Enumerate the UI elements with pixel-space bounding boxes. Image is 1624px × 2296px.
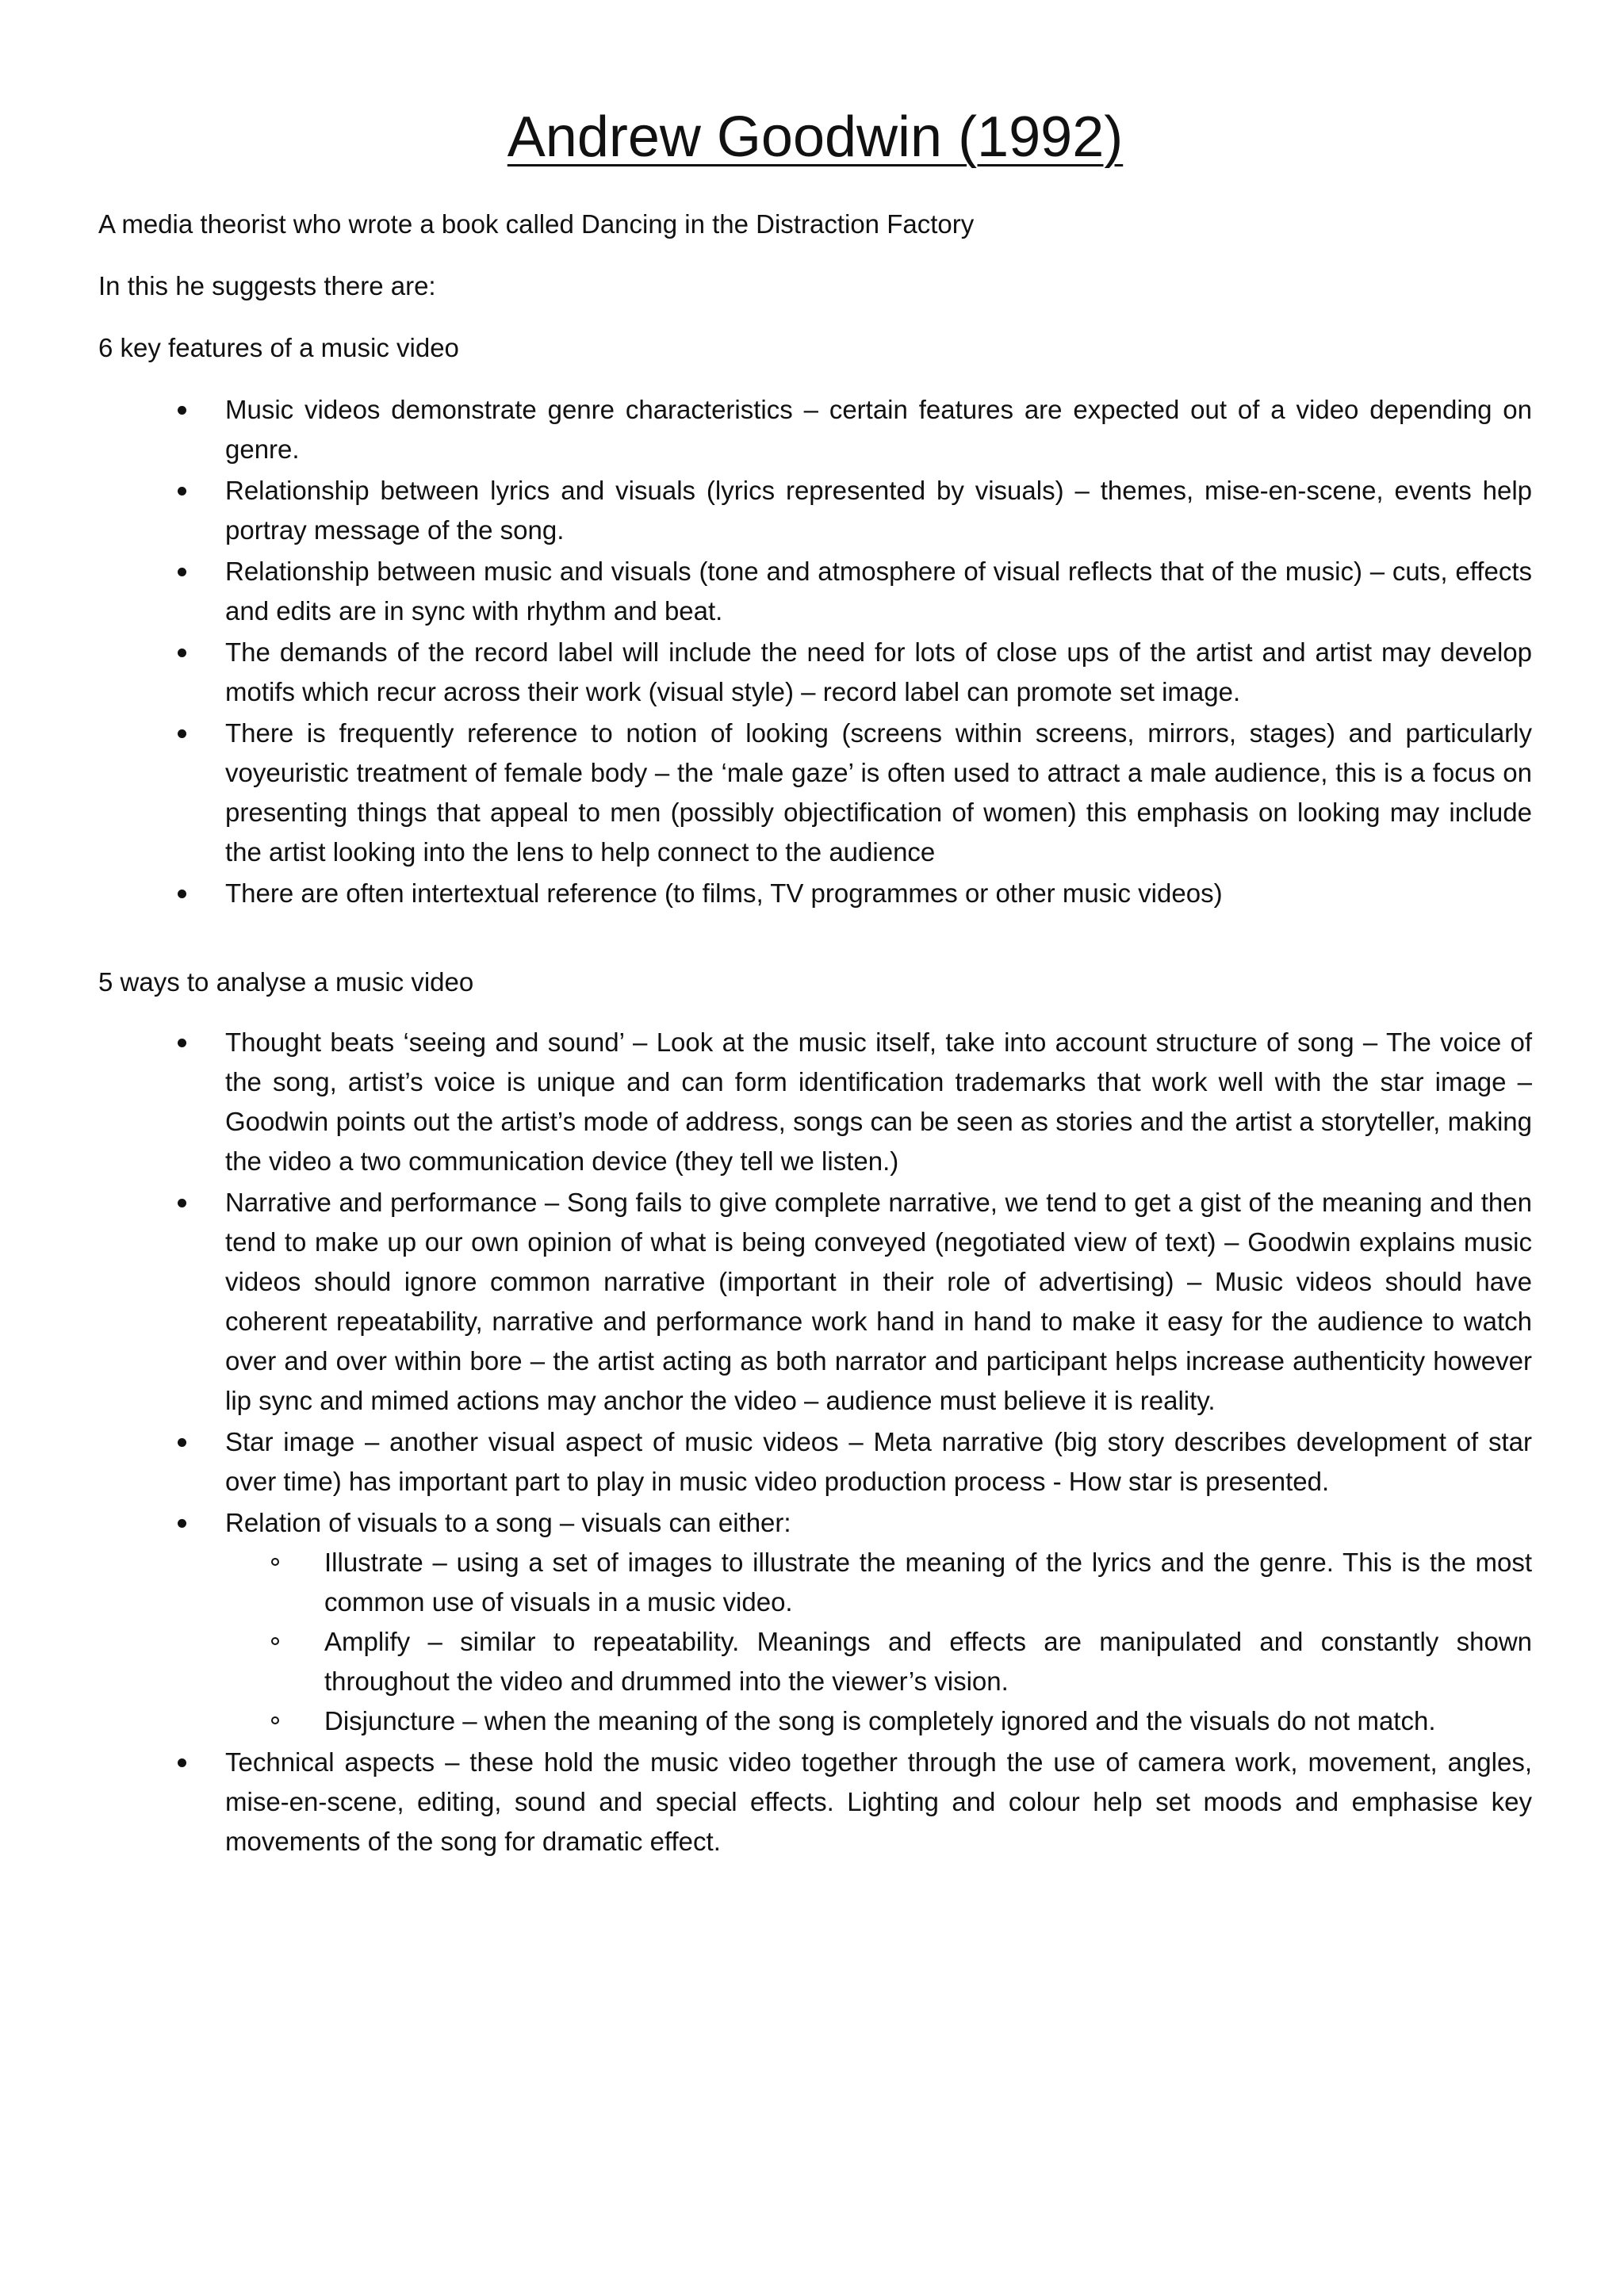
relation-sublist [225, 1543, 1532, 1741]
sub-bullet-icon [271, 1558, 279, 1566]
page-title: Andrew Goodwin (1992) [507, 105, 1124, 169]
bullet-icon [178, 406, 186, 415]
sub-bullet-icon [271, 1716, 279, 1724]
analysis-heading: 5 ways to analyse a music video [98, 967, 474, 997]
feature-item: Relationship between music and visuals (tone and atmosphere of visual reflects that of the music) – cuts, effects and edits are in sync with rhythm and beat. [98, 552, 1532, 631]
analysis-item-relation: Relation of visuals to a song – visuals can either: Illustrate – using a set of images to illustrate the meaning of the lyrics and the genre. This is the most common use of visuals in a music video. Amplify – similar to repeatability. Meanings and effects are manipulated and constantly shown throughout the video and drummed into the viewer’s vision. Disjuncture – when the meaning of the song is completely ignored and the visuals do not match. [98, 1503, 1532, 1741]
relation-subitem-amplify: Amplify – similar to repeatability. Meanings and effects are manipulated and constantly shown throughout the video and drummed into the viewer’s vision. [225, 1622, 1532, 1701]
bullet-icon [178, 1438, 186, 1447]
analysis-item-narrative: Narrative and performance – Song fails to give complete narrative, we tend to get a gist of the meaning and then tend to make up our own opinion of what is being conveyed (negotiated view of text) – Goodwin explains music videos should ignore common narrative (important in their role of advertising) – Music videos should have coherent repeatability, narrative and performance work hand in hand to make it easy for the audience to watch over and over within bore – the artist acting as both narrator and participant helps increase authenticity however lip sync and mimed actions may anchor the video – audience must believe it is reality. [98, 1183, 1532, 1421]
feature-item: The demands of the record label will include the need for lots of close ups of the artist and artist may develop motifs which recur across their work (visual style) – record label can promote set image. [98, 633, 1532, 712]
feature-item: There are often intertextual reference (to films, TV programmes or other music videos) [98, 874, 1532, 913]
relation-subitem-illustrate: Illustrate – using a set of images to illustrate the meaning of the lyrics and the genre. This is the most common use of visuals in a music video. [225, 1543, 1532, 1622]
feature-item: Music videos demonstrate genre characteristics – certain features are expected out of a video depending on genre. [98, 390, 1532, 469]
analysis-item-technical: Technical aspects – these hold the music video together through the use of camera work, movement, angles, mise-en-scene, editing, sound and special effects. Lighting and colour help set moods and emphasise key movements of the song for dramatic effect. [98, 1743, 1532, 1862]
analysis-item-thought-beats: Thought beats ‘seeing and sound’ – Look at the music itself, take into account structure of song – The voice of the song, artist’s voice is unique and can form identification trademarks that work well with the star image – Goodwin points out the artist’s mode of address, songs can be seen as stories and the artist a storyteller, making the video a two communication device (they tell we listen.) [98, 1023, 1532, 1181]
intro-line-2: In this he suggests there are: [98, 271, 436, 301]
bullet-icon [178, 1519, 186, 1528]
intro-line-1: A media theorist who wrote a book called Dancing in the Distraction Factory [98, 209, 975, 239]
bullet-icon [178, 487, 186, 496]
sub-bullet-icon [271, 1637, 279, 1645]
feature-item: Relationship between lyrics and visuals (lyrics represented by visuals) – themes, mise-en-scene, events help portray message of the song. [98, 471, 1532, 550]
bullet-icon [178, 890, 186, 898]
feature-item: There is frequently reference to notion of looking (screens within screens, mirrors, stages) and particularly voyeuristic treatment of female body – the ‘male gaze’ is often used to attract a male audience, this is a focus on presenting things that appeal to men (possibly objectification of women) this emphasis on looking may include the artist looking into the lens to help connect to the audience [98, 714, 1532, 872]
bullet-icon [178, 649, 186, 657]
bullet-icon [178, 729, 186, 738]
relation-subitem-disjuncture: Disjuncture – when the meaning of the song is completely ignored and the visuals do not match. [225, 1701, 1532, 1741]
bullet-icon [178, 1039, 186, 1047]
features-list [98, 390, 1532, 913]
analysis-item-star-image: Star image – another visual aspect of music videos – Meta narrative (big story describes development of star over time) has important part to play in music video production process - How star is presented. [98, 1422, 1532, 1502]
bullet-icon [178, 1758, 186, 1767]
bullet-icon [178, 1199, 186, 1207]
analysis-list [98, 1023, 1532, 1862]
section-spacer [98, 915, 1532, 962]
bullet-icon [178, 568, 186, 576]
features-heading: 6 key features of a music video [98, 333, 459, 363]
